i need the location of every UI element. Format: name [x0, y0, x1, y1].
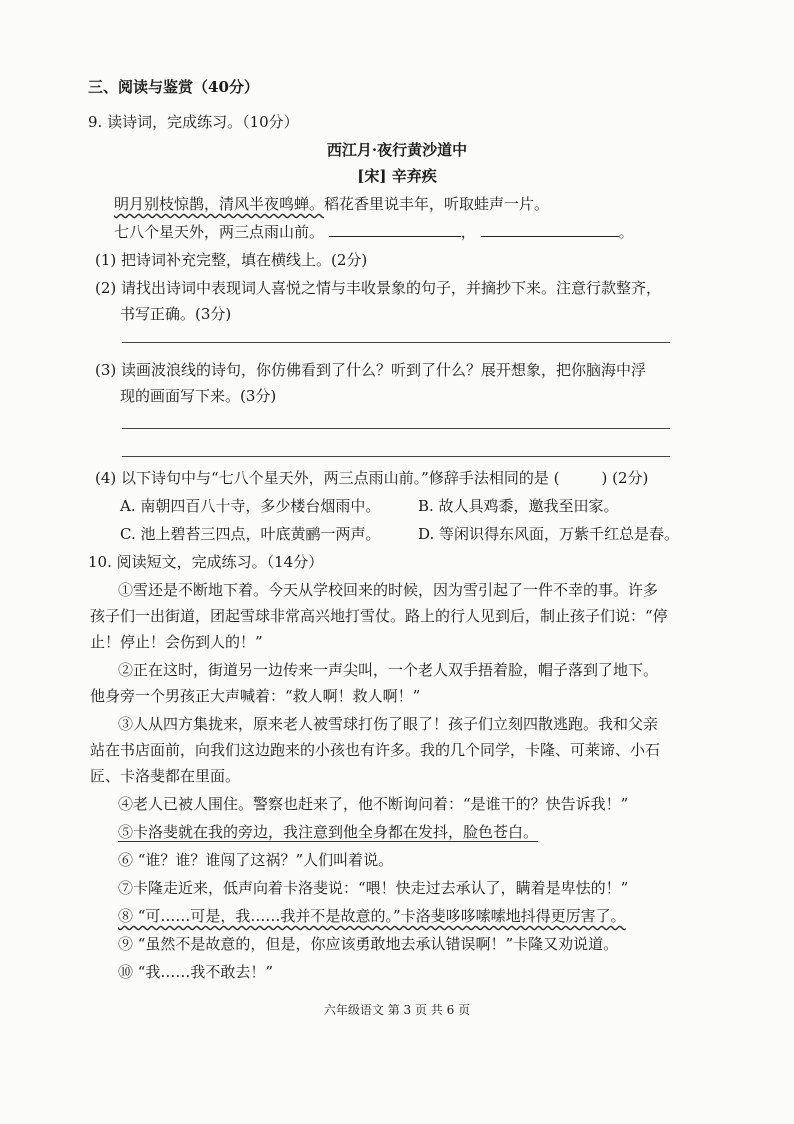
q9-sub3-line2: 现的画面写下来。(3分): [120, 387, 277, 405]
passage-p1-line1: ①雪还是不断地下着。今天从学校回来的时候，因为雪引起了一件不幸的事。许多: [118, 581, 659, 599]
poem-author: [宋] 辛弃疾: [357, 167, 437, 185]
q9-sub2-answer-line[interactable]: [122, 342, 670, 343]
poem-wavy-text: 明月别枝惊鹊，清风半夜鸣蝉。: [114, 195, 325, 213]
option-b: B. 故人具鸡黍，邀我至田家。: [418, 497, 619, 515]
q9-sub1: (1) 把诗词补充完整，填在横线上。(2分): [95, 251, 368, 269]
q9-sub4: [95, 468, 648, 488]
q10-stem: 10. 阅读短文，完成练习。（14分）: [88, 553, 324, 571]
paren-open: (: [553, 469, 560, 487]
passage-p1-line2: 孩子们一出街道，团起雪球非常高兴地打雪仗。路上的行人见到后，制止孩子们说：“停: [90, 607, 668, 625]
poem-line-1-rest: 稻花香里说丰年，听取蛙声一片。: [324, 195, 550, 213]
poem-line-1: [114, 194, 549, 214]
option-c: C. 池上碧苔三四点，叶底黄鹂一两声。: [120, 525, 381, 543]
q9-sub4-text: (4) 以下诗句中与“七八个星天外，两三点雨山前。”修辞手法相同的是: [95, 469, 549, 487]
passage-p8: [118, 906, 626, 926]
passage-p5: [118, 822, 538, 842]
poem-blank-2[interactable]: [481, 222, 619, 237]
passage-p3-line2: 站在书店面前，向我们这边跑来的小孩也有许多。我的几个同学，卡隆、可莱谛、小石: [90, 741, 661, 759]
passage-p5-underlined: ⑤卡洛斐就在我的旁边，我注意到他全身都在发抖，脸色苍白。: [118, 823, 539, 841]
passage-p3-line1: ③人从四方集拢来，原来老人被雪球打伤了眼了！孩子们立刻四散逃跑。我和父亲: [118, 715, 659, 733]
passage-p2-line1: ②正在这时，街道另一边传来一声尖叫，一个老人双手捂着脸，帽子落到了地下。: [118, 661, 659, 679]
passage-p9: ⑨ “虽然不是故意的，但是，你应该勇敢地去承认错误啊！”卡隆又劝说道。: [118, 935, 619, 953]
q9-sub3-answer-line-2[interactable]: [122, 456, 670, 457]
q9-sub3-answer-line-1[interactable]: [122, 428, 670, 429]
q9-sub4-points: (2分): [612, 469, 649, 487]
section-title: 三、阅读与鉴赏（40分）: [88, 78, 259, 96]
q9-sub3-line1: (3) 读画波浪线的诗句，你仿佛看到了什么？听到了什么？展开想象，把你脑海中浮: [95, 361, 647, 379]
passage-p1-line3: 止！停止！会伤到人的！”: [90, 633, 263, 651]
passage-p7: ⑦卡隆走近来，低声向着卡洛斐说：“喂！快走过去承认了，瞒着是卑怯的！”: [118, 879, 629, 897]
paren-close: ): [601, 469, 608, 487]
poem-line-2-start: 七八个星天外，两三点雨山前。: [114, 223, 325, 241]
poem-title: 西江月·夜行黄沙道中: [326, 141, 468, 159]
poem-blank-1[interactable]: [329, 222, 461, 237]
option-a: A. 南朝四百八十寺，多少楼台烟雨中。: [120, 497, 381, 515]
poem-period: 。: [618, 223, 634, 241]
passage-p8-wavy: ⑧ “可……可是，我……我并不是故意的。”卡洛斐哆哆嗦嗦地抖得更厉害了。: [118, 907, 626, 925]
q9-sub2-line1: (2) 请找出诗词中表现词人喜悦之情与丰收景象的句子，并摘抄下来。注意行款整齐，: [95, 279, 662, 297]
passage-p3-line3: 匠、卡洛斐都在里面。: [90, 767, 241, 785]
page-footer: 六年级语文 第 3 页 共 6 页: [323, 1003, 471, 1017]
poem-line-2: [114, 222, 634, 242]
passage-p6: ⑥ “谁？谁？谁闯了这祸？”人们叫着说。: [118, 851, 394, 869]
poem-comma: ，: [460, 223, 476, 241]
q9-stem: 9. 读诗词，完成练习。（10分）: [88, 113, 299, 131]
q9-sub2-line2: 书写正确。(3分): [120, 305, 232, 323]
option-d: D. 等闲识得东风面，万紫千红总是春。: [418, 525, 680, 543]
passage-p10: ⑩ “我……我不敢去！”: [118, 963, 274, 981]
passage-p2-line2: 他身旁一个男孩正大声喊着：“救人啊！救人啊！”: [90, 687, 421, 705]
passage-p4: ④老人已被人围住。警察也赶来了，他不断询问着：“是谁干的？快告诉我！”: [118, 795, 629, 813]
